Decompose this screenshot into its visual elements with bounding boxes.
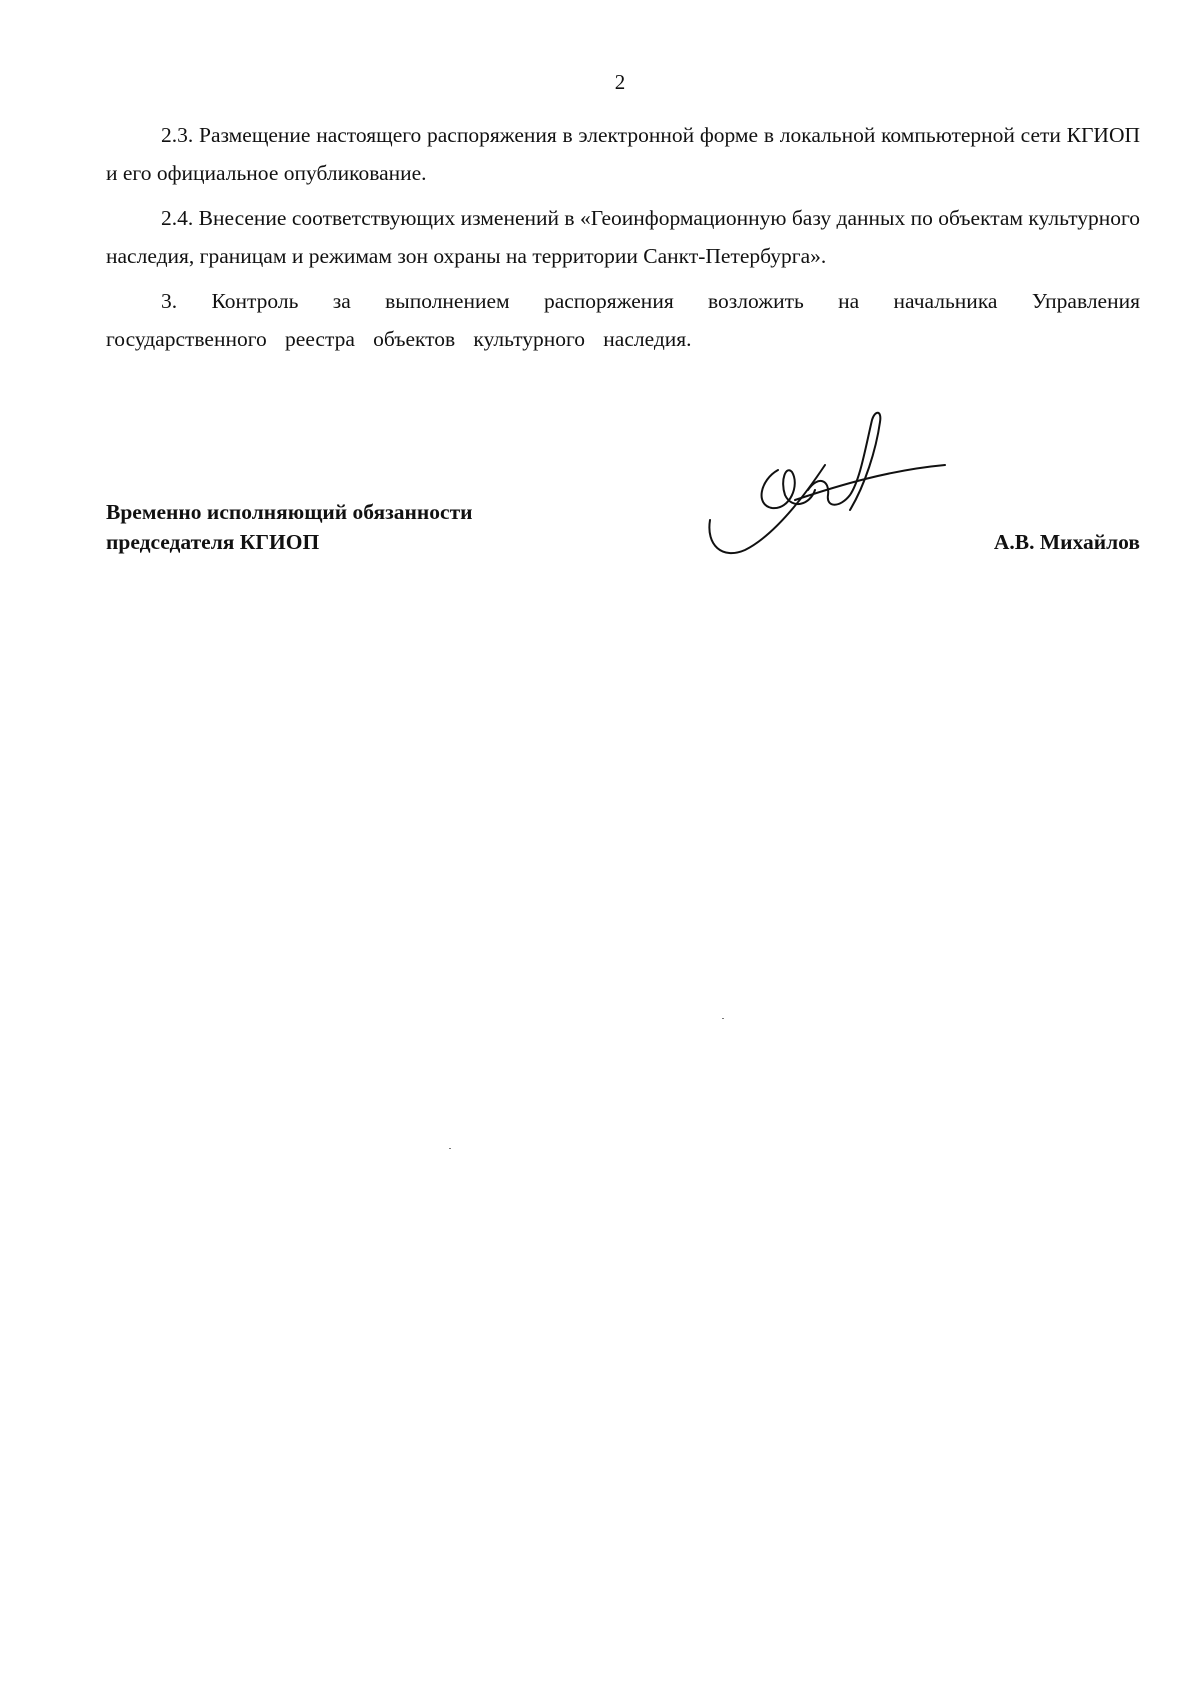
- signatory-title: [106, 497, 473, 557]
- signatory-title-line-2: председателя КГИОП: [106, 530, 320, 554]
- signatory-title-line-1: Временно исполняющий обязанности: [106, 500, 473, 524]
- paragraph-3: 3. Контроль за выполнением распоряжения возложить на начальника Управления государственного реестра объектов культурного наследия.: [106, 289, 1140, 351]
- document-body: [106, 116, 1140, 365]
- signatory-name: А.В. Михайлов: [993, 530, 1140, 554]
- scan-speck: [449, 1148, 451, 1149]
- handwritten-signature: [700, 410, 950, 560]
- paragraph-2-3: 2.3. Размещение настоящего распоряжения в электронной форме в локальной компьютерной сети КГИОП и его официальное опубликование.: [106, 123, 1140, 185]
- paragraph-2-4: 2.4. Внесение соответствующих изменений в «Геоинформационную базу данных по объектам культурного наследия, границам и режимам зон охраны на территории Санкт-Петербурга».: [106, 206, 1140, 268]
- scan-speck: [722, 1018, 724, 1019]
- page-number: 2: [614, 70, 626, 94]
